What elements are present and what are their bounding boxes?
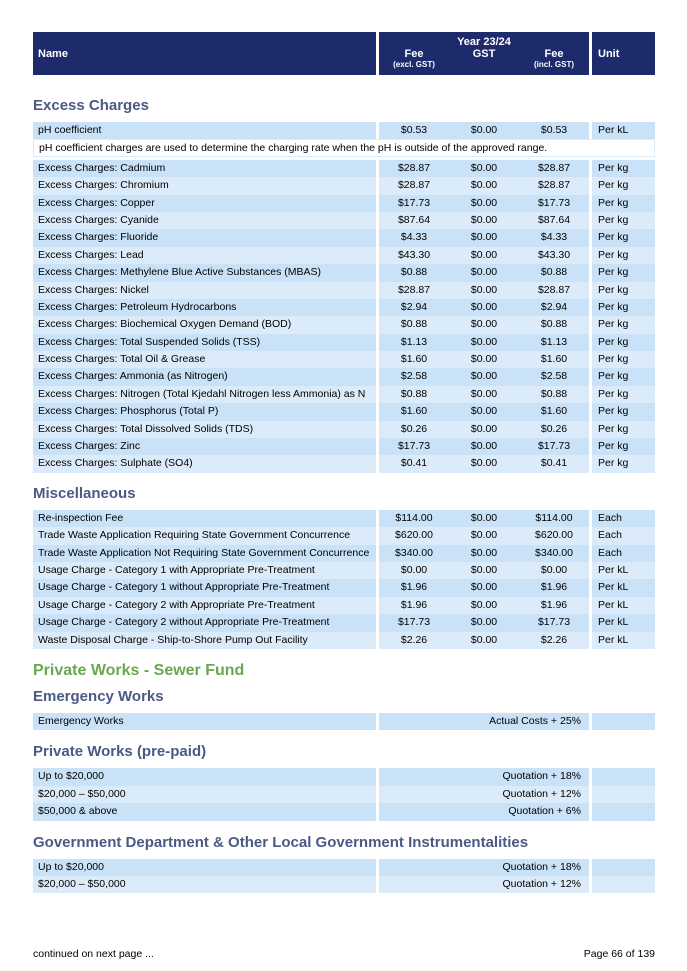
section-title-government: Government Department & Other Local Government Instrumentalities: [33, 833, 529, 851]
table-row: [33, 562, 655, 579]
table-row: [33, 177, 655, 194]
row-gst: $0.00: [449, 368, 519, 385]
row-fee-incl: $43.30: [519, 247, 589, 264]
row-fee-incl: $0.00: [519, 562, 589, 579]
table-row: [33, 282, 655, 299]
row-name: Usage Charge - Category 1 without Appropriate Pre-Treatment: [33, 579, 376, 596]
table-row: [33, 438, 655, 455]
row-unit: Per kg: [592, 299, 655, 316]
table-row: [33, 212, 655, 229]
table-header: [33, 32, 655, 75]
row-unit: Per kL: [592, 614, 655, 631]
table-row: [33, 713, 655, 730]
row-name: Excess Charges: Copper: [33, 195, 376, 212]
row-name: Excess Charges: Nitrogen (Total Kjedahl Nitrogen less Ammonia) as N: [33, 386, 376, 403]
row-fee-excl: $620.00: [379, 527, 449, 544]
row-gst: $0.00: [449, 562, 519, 579]
row-gst: $0.00: [449, 195, 519, 212]
row-name: Excess Charges: Cadmium: [33, 160, 376, 177]
section-title-private-works-prepaid: Private Works (pre-paid): [33, 743, 207, 761]
row-fee-excl: $2.94: [379, 299, 449, 316]
row-unit: [592, 713, 655, 730]
government-rows: [33, 859, 655, 894]
row-name: Waste Disposal Charge - Ship-to-Shore Pump Out Facility: [33, 632, 376, 649]
row-fee-incl: $1.13: [519, 334, 589, 351]
table-row: [33, 786, 655, 803]
table-row: [33, 632, 655, 649]
row-name: Emergency Works: [33, 713, 376, 730]
row-fee-incl: $1.96: [519, 579, 589, 596]
table-row: [33, 579, 655, 596]
row-name: Re-inspection Fee: [33, 510, 376, 527]
header-fee-excl: Fee (excl. GST): [393, 48, 435, 69]
row-name: Excess Charges: Ammonia (as Nitrogen): [33, 368, 376, 385]
section-title-emergency-works: Emergency Works: [33, 687, 164, 705]
table-row: [33, 876, 655, 893]
row-fee-excl: $4.33: [379, 229, 449, 246]
row-unit: Per kL: [592, 597, 655, 614]
row-name: Usage Charge - Category 1 with Appropriate Pre-Treatment: [33, 562, 376, 579]
row-gst: $0.00: [449, 299, 519, 316]
row-name: Usage Charge - Category 2 with Appropriate Pre-Treatment: [33, 597, 376, 614]
row-name: Excess Charges: Biochemical Oxygen Demand (BOD): [33, 316, 376, 333]
header-gst: GST: [472, 48, 496, 60]
row-fee-incl: $2.58: [519, 368, 589, 385]
table-row: [33, 803, 655, 820]
row-name: $50,000 & above: [33, 803, 376, 820]
row-unit: Per kg: [592, 455, 655, 472]
row-name: Excess Charges: Total Suspended Solids (TSS): [33, 334, 376, 351]
row-gst: $0.00: [449, 351, 519, 368]
row-fee-incl: $1.60: [519, 403, 589, 420]
row-unit: Per kL: [592, 632, 655, 649]
row-name: Excess Charges: Total Dissolved Solids (TDS): [33, 421, 376, 438]
row-unit: [592, 859, 655, 876]
row-name: Excess Charges: Fluoride: [33, 229, 376, 246]
row-unit: Each: [592, 545, 655, 562]
row-unit: Per kg: [592, 160, 655, 177]
table-row: [33, 264, 655, 281]
row-fee-incl: $17.73: [519, 614, 589, 631]
table-row: [33, 351, 655, 368]
row-fee-excl: $17.73: [379, 614, 449, 631]
row-unit: Per kg: [592, 247, 655, 264]
row-fee-excl: $0.88: [379, 316, 449, 333]
row-fee-excl: $0.00: [379, 562, 449, 579]
row-fee-excl: $1.96: [379, 597, 449, 614]
row-unit: Each: [592, 510, 655, 527]
row-name: Excess Charges: Zinc: [33, 438, 376, 455]
row-unit: Per kg: [592, 334, 655, 351]
row-value: Actual Costs + 25%: [379, 713, 589, 730]
row-fee-excl: $0.88: [379, 386, 449, 403]
row-name: Excess Charges: Cyanide: [33, 212, 376, 229]
table-row: [33, 334, 655, 351]
row-unit: Per kg: [592, 368, 655, 385]
row-fee-excl: $28.87: [379, 160, 449, 177]
table-row: [33, 421, 655, 438]
row-name: $20,000 – $50,000: [33, 876, 376, 893]
row-gst: $0.00: [449, 403, 519, 420]
row-fee-incl: $0.41: [519, 455, 589, 472]
row-gst: $0.00: [449, 229, 519, 246]
row-gst: $0.00: [449, 545, 519, 562]
row-fee-incl: $1.96: [519, 597, 589, 614]
row-name: Excess Charges: Chromium: [33, 177, 376, 194]
row-gst: $0.00: [449, 177, 519, 194]
row-gst: $0.00: [449, 510, 519, 527]
row-name: Trade Waste Application Not Requiring State Government Concurrence: [33, 545, 376, 562]
row-gst: $0.00: [449, 386, 519, 403]
row-fee-excl: $43.30: [379, 247, 449, 264]
row-fee-excl: $0.26: [379, 421, 449, 438]
row-unit: [592, 768, 655, 785]
table-row: [33, 299, 655, 316]
row-gst: $0.00: [449, 160, 519, 177]
row-fee-incl: $340.00: [519, 545, 589, 562]
row-name: Excess Charges: Nickel: [33, 282, 376, 299]
row-fee-incl: $2.26: [519, 632, 589, 649]
row-fee-excl: $2.26: [379, 632, 449, 649]
row-value: Quotation + 6%: [379, 803, 589, 820]
row-gst: $0.00: [449, 632, 519, 649]
row-fee-incl: $114.00: [519, 510, 589, 527]
table-row: [33, 195, 655, 212]
header-year-group: [379, 32, 589, 75]
row-fee-incl: $0.88: [519, 386, 589, 403]
row-gst: $0.00: [449, 282, 519, 299]
table-row: [33, 316, 655, 333]
row-fee-excl: $2.58: [379, 368, 449, 385]
row-value: Quotation + 18%: [379, 859, 589, 876]
row-gst: $0.00: [449, 579, 519, 596]
row-gst: $0.00: [449, 334, 519, 351]
table-row: [33, 527, 655, 544]
emergency-rows: [33, 713, 655, 730]
table-row: [33, 247, 655, 264]
continued-note: continued on next page ...: [33, 948, 154, 960]
row-name: Excess Charges: Total Oil & Grease: [33, 351, 376, 368]
row-fee-excl: $28.87: [379, 282, 449, 299]
row-name: Excess Charges: Phosphorus (Total P): [33, 403, 376, 420]
row-fee-excl: $1.60: [379, 403, 449, 420]
table-row: [33, 614, 655, 631]
header-year: Year 23/24: [457, 36, 511, 48]
row-fee-excl: $17.73: [379, 195, 449, 212]
row-value: Quotation + 12%: [379, 876, 589, 893]
row-gst: $0.00: [449, 247, 519, 264]
row-fee-excl: $1.13: [379, 334, 449, 351]
table-row: [33, 229, 655, 246]
excess-rows: [33, 160, 655, 473]
prepaid-rows: [33, 768, 655, 820]
section-title-excess-charges: Excess Charges: [33, 97, 149, 114]
row-fee-excl: $0.41: [379, 455, 449, 472]
row-fee-incl: $28.87: [519, 282, 589, 299]
row-name: Up to $20,000: [33, 768, 376, 785]
row-fee-excl: $87.64: [379, 212, 449, 229]
row-fee-incl: $0.88: [519, 264, 589, 281]
row-unit: Per kg: [592, 351, 655, 368]
row-fee-excl: $1.96: [379, 579, 449, 596]
row-gst: $0.00: [449, 614, 519, 631]
row-unit: Per kg: [592, 421, 655, 438]
row-gst: $0.00: [449, 527, 519, 544]
table-row: [33, 368, 655, 385]
row-unit: [592, 876, 655, 893]
row-name: Excess Charges: Lead: [33, 247, 376, 264]
table-row: [33, 859, 655, 876]
row-gst: $0.00: [449, 316, 519, 333]
row-fee-incl: $2.94: [519, 299, 589, 316]
table-row: [33, 455, 655, 472]
row-fee-incl: $0.26: [519, 421, 589, 438]
row-name: Trade Waste Application Requiring State Government Concurrence: [33, 527, 376, 544]
row-unit: Per kL: [592, 579, 655, 596]
row-fee-excl: $0.88: [379, 264, 449, 281]
row-fee-incl: $0.88: [519, 316, 589, 333]
row-unit: Per kg: [592, 282, 655, 299]
section-title-private-works: Private Works - Sewer Fund: [33, 661, 245, 679]
row-unit: Per kg: [592, 229, 655, 246]
row-fee-excl: $114.00: [379, 510, 449, 527]
row-fee-incl: $17.73: [519, 438, 589, 455]
row-fee-incl: $620.00: [519, 527, 589, 544]
table-row: [33, 545, 655, 562]
page-content: [33, 32, 655, 893]
row-fee-excl: $28.87: [379, 177, 449, 194]
row-fee-incl: $17.73: [519, 195, 589, 212]
row-name: $20,000 – $50,000: [33, 786, 376, 803]
table-row: [33, 160, 655, 177]
row-value: Quotation + 18%: [379, 768, 589, 785]
row-name: Excess Charges: Methylene Blue Active Substances (MBAS): [33, 264, 376, 281]
table-row: [33, 403, 655, 420]
table-row: [33, 597, 655, 614]
row-gst: $0.00: [449, 455, 519, 472]
row-gst: $0.00: [449, 264, 519, 281]
row-unit: Per kg: [592, 438, 655, 455]
row-unit: Per kg: [592, 386, 655, 403]
header-fee-incl: Fee (incl. GST): [534, 48, 574, 69]
footer: [33, 948, 655, 960]
row-fee-incl: $28.87: [519, 177, 589, 194]
ph-note: pH coefficient charges are used to determine the charging rate when the pH is outside of the approved range.: [33, 139, 655, 156]
row-gst: $0.00: [449, 421, 519, 438]
header-name: Name: [33, 32, 376, 75]
page-number: Page 66 of 139: [583, 948, 655, 960]
row-fee-incl: $28.87: [519, 160, 589, 177]
row-fee-incl: $4.33: [519, 229, 589, 246]
row-unit: [592, 803, 655, 820]
row-fee-excl: $340.00: [379, 545, 449, 562]
table-row: [33, 386, 655, 403]
row-gst: $0.00: [449, 438, 519, 455]
misc-rows: [33, 510, 655, 649]
row-name: Excess Charges: Sulphate (SO4): [33, 455, 376, 472]
row-name: Usage Charge - Category 2 without Appropriate Pre-Treatment: [33, 614, 376, 631]
table-row: [33, 768, 655, 785]
row-gst: $0.00: [449, 597, 519, 614]
row-fee-incl: $87.64: [519, 212, 589, 229]
row-unit: Per kg: [592, 403, 655, 420]
table-row: [33, 510, 655, 527]
row-name: Excess Charges: Petroleum Hydrocarbons: [33, 299, 376, 316]
row-fee-excl: $1.60: [379, 351, 449, 368]
row-unit: Per kg: [592, 264, 655, 281]
section-title-miscellaneous: Miscellaneous: [33, 484, 136, 502]
row-unit: Per kg: [592, 177, 655, 194]
row-unit: Per kg: [592, 195, 655, 212]
row-unit: Each: [592, 527, 655, 544]
row-fee-excl: $17.73: [379, 438, 449, 455]
row-unit: Per kL: [592, 562, 655, 579]
row-unit: Per kg: [592, 212, 655, 229]
header-unit: Unit: [592, 32, 655, 75]
row-gst: $0.00: [449, 212, 519, 229]
row-unit: Per kg: [592, 316, 655, 333]
row-name: Up to $20,000: [33, 859, 376, 876]
row-value: Quotation + 12%: [379, 786, 589, 803]
table-row: pH coefficient $0.53 $0.00 $0.53 Per kL: [33, 122, 655, 139]
row-fee-incl: $1.60: [519, 351, 589, 368]
row-unit: [592, 786, 655, 803]
